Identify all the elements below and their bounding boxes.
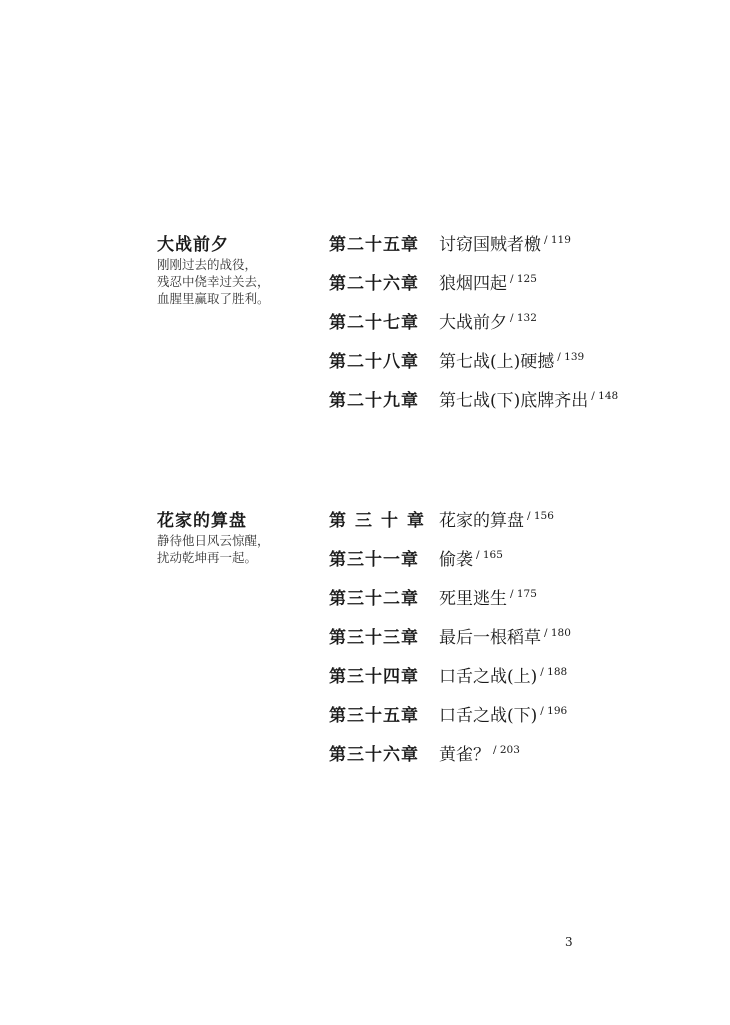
chapter-page: / 203	[493, 744, 520, 756]
chapter-entry[interactable]	[329, 308, 709, 347]
part-desc-line: 刚刚过去的战役，	[157, 257, 258, 272]
chapter-page: / 119	[544, 234, 571, 246]
chapter-number: 第二十九章	[329, 391, 419, 411]
part-description	[157, 256, 307, 307]
chapter-title: 黄雀？	[439, 745, 490, 765]
chapter-title: 最后一根稻草	[439, 628, 541, 648]
chapter-page: / 125	[510, 273, 537, 285]
chapter-page: / 165	[476, 549, 503, 561]
chapter-entry[interactable]	[329, 347, 709, 386]
chapter-page: / 156	[527, 510, 554, 522]
chapter-page: / 132	[510, 312, 537, 324]
chapter-entry[interactable]	[329, 701, 709, 740]
part-desc-line: 血腥里赢取了胜利。	[157, 291, 270, 306]
part-title: 花家的算盘	[157, 511, 247, 531]
chapter-entry[interactable]	[329, 623, 709, 662]
chapter-entry[interactable]	[329, 230, 709, 269]
chapter-number: 第三十章	[329, 511, 433, 531]
chapter-title: 偷袭	[439, 550, 473, 570]
chapter-title: 第七战(上)硬撼	[439, 352, 555, 372]
chapter-page: / 139	[557, 351, 585, 363]
chapter-entry[interactable]	[329, 545, 709, 584]
chapter-entry[interactable]	[329, 584, 709, 623]
chapter-number: 第三十三章	[329, 628, 419, 648]
chapter-number: 第二十五章	[329, 235, 419, 255]
chapter-entry[interactable]	[329, 740, 709, 779]
chapter-number: 第二十六章	[329, 274, 419, 294]
chapter-title: 口舌之战(下)	[439, 706, 538, 726]
page-number: 3	[565, 935, 573, 949]
chapter-page: / 175	[510, 588, 537, 600]
chapter-entry[interactable]	[329, 386, 709, 425]
part-title: 大战前夕	[157, 235, 229, 255]
chapter-title: 死里逃生	[439, 589, 507, 609]
chapter-entry[interactable]	[329, 662, 709, 701]
chapter-title: 口舌之战(上)	[439, 667, 538, 687]
chapter-page: / 180	[544, 627, 571, 639]
part-description	[157, 532, 307, 566]
chapter-page: / 188	[540, 666, 568, 678]
chapter-entry[interactable]	[329, 506, 709, 545]
chapter-list	[329, 230, 709, 425]
chapter-number: 第三十一章	[329, 550, 419, 570]
chapter-number: 第三十二章	[329, 589, 419, 609]
chapter-title: 第七战(下)底牌齐出	[439, 391, 589, 411]
chapter-number: 第三十五章	[329, 706, 419, 726]
chapter-page: / 196	[540, 705, 568, 717]
chapter-title: 花家的算盘	[439, 511, 524, 531]
part-desc-line: 静待他日风云惊醒，	[157, 533, 270, 548]
chapter-page: / 148	[591, 390, 619, 402]
chapter-list	[329, 506, 709, 779]
chapter-number: 第二十八章	[329, 352, 419, 372]
chapter-title: 讨窃国贼者檄	[439, 235, 541, 255]
chapter-number: 第三十四章	[329, 667, 419, 687]
part-desc-line: 扰动乾坤再一起。	[157, 550, 258, 565]
chapter-entry[interactable]	[329, 269, 709, 308]
chapter-title: 大战前夕	[439, 313, 507, 333]
part-desc-line: 残忍中侥幸过关去，	[157, 274, 270, 289]
chapter-title: 狼烟四起	[439, 274, 507, 294]
chapter-number: 第三十六章	[329, 745, 419, 765]
chapter-number: 第二十七章	[329, 313, 419, 333]
